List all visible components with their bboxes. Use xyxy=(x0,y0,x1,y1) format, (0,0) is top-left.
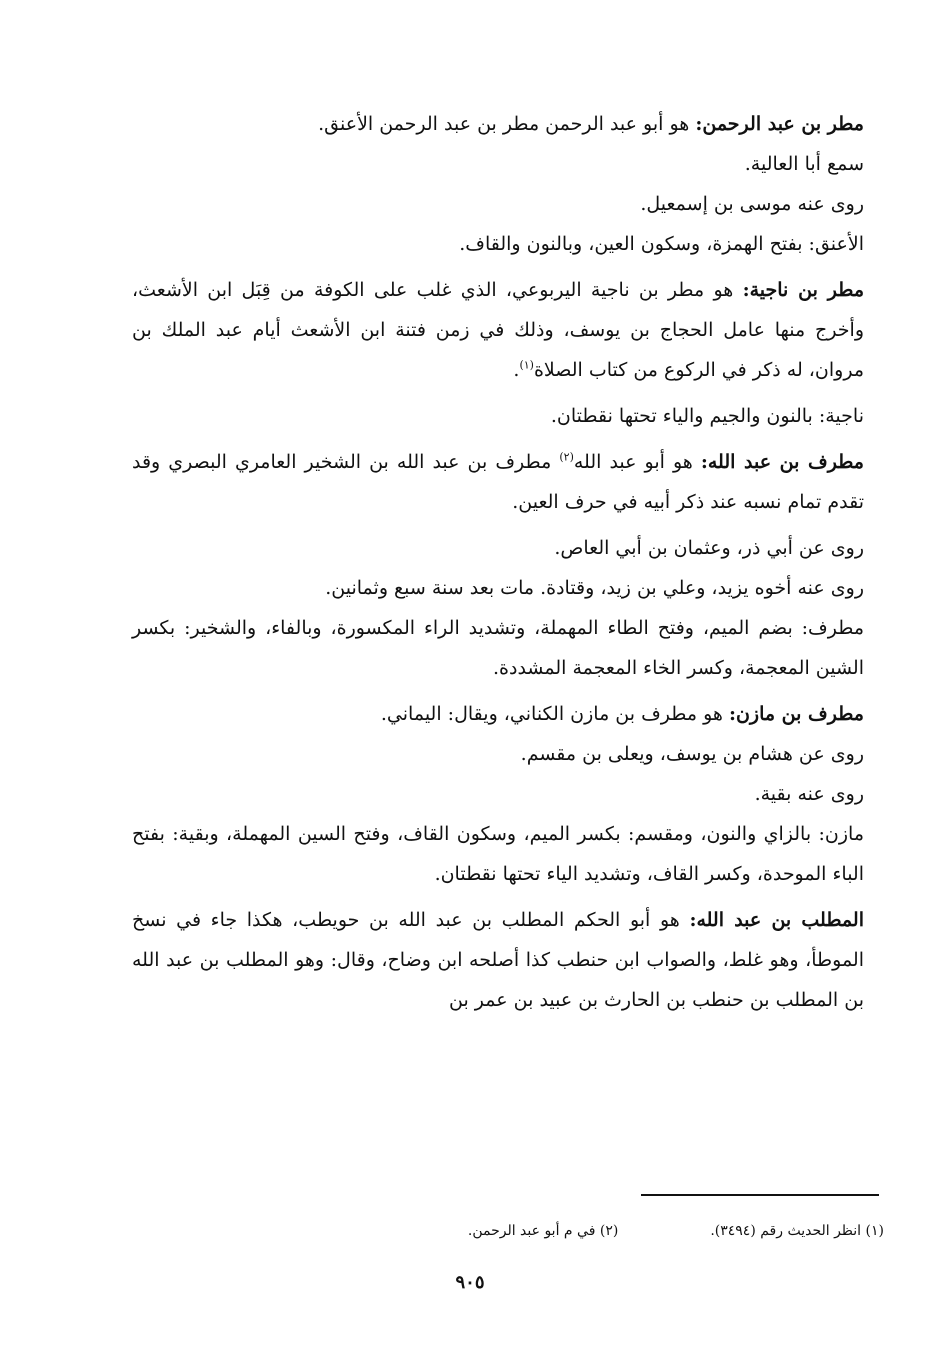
entry-detail: مازن: بالزاي والنون، ومقسم: بكسر الميم، وسكون القاف، وفتح السين المهملة، وبقية: بفتح الباء الموحدة، وكسر القاف، وتشديد الياء تحتها نقطتان. xyxy=(132,823,864,885)
entry-detail: سمع أبا العالية. xyxy=(744,153,864,175)
entry-text: هو أبو عبد الله xyxy=(573,451,693,473)
entry-heading: مطرف بن مازن: xyxy=(728,703,864,725)
entry-text: هو مطر بن ناجية اليربوعي، الذي غلب على الكوفة من قِبَل ابن الأشعث، وأخرج منها عامل الحجاج بن يوسف، وذلك في زمن فتنة ابن الأشعث أيام عبد الملك بن مروان، له ذكر في الركوع من كتاب الصلاة xyxy=(132,279,864,381)
entry-heading: مطر بن عبد الرحمن: xyxy=(695,113,864,135)
entry-mutarrif-ibn-mazin xyxy=(132,694,884,734)
entry-text: مطرف بن عبد الله بن الشخير العامري البصري وقد تقدم تمام نسبه عند ذكر أبيه في حرف العين. xyxy=(132,451,864,513)
footnotes xyxy=(300,1220,884,1242)
entry-heading: مطر بن ناجية: xyxy=(742,279,865,301)
entry-detail: الأعنق: بفتح الهمزة، وسكون العين، وبالنون والقاف. xyxy=(459,233,864,255)
entry-detail: مطرف: بضم الميم، وفتح الطاء المهملة، وتشديد الراء المكسورة، وبالفاء، والشخير: بكسر الشين المعجمة، وكسر الخاء المعجمة المشددة. xyxy=(132,617,864,679)
main-text xyxy=(132,104,884,1020)
entry-text: هو أبو عبد الرحمن مطر بن عبد الرحمن الأعنق. xyxy=(318,113,690,135)
entry-heading: المطلب بن عبد الله: xyxy=(689,909,864,931)
entry-detail: روى عن هشام بن يوسف، ويعلى بن مقسم. xyxy=(520,743,864,765)
entry-detail: روى عنه بقية. xyxy=(754,783,864,805)
entry-detail: ناجية: بالنون والجيم والياء تحتها نقطتان. xyxy=(550,405,864,427)
entry-detail: روى عنه موسى بن إسمعيل. xyxy=(640,193,864,215)
footnote-2: (٢) في م أبو عبد الرحمن. xyxy=(467,1223,619,1239)
footnote-mark: (١) xyxy=(519,358,534,372)
entry-mutarrif-ibn-abd-allah xyxy=(132,442,884,522)
footnote-1: (١) انظر الحديث رقم (٣٤٩٤). xyxy=(710,1223,884,1239)
page-number: ٩٠٥ xyxy=(455,1272,485,1293)
entry-matar-ibn-abd-al-rahman xyxy=(132,104,884,144)
entry-text-tail: . xyxy=(513,359,520,381)
entry-al-muttalib-ibn-abd-allah xyxy=(132,900,884,1020)
footnote-mark: (٢) xyxy=(559,450,574,464)
footnote-divider xyxy=(641,1194,879,1196)
entry-heading: مطرف بن عبد الله: xyxy=(700,451,864,473)
entry-text: هو أبو الحكم المطلب بن عبد الله بن حويطب، هكذا جاء في نسخ الموطأ، وهو غلط، والصواب ابن حنطب كذا أصلحه ابن وضاح، وقال: وهو المطلب بن عبد الله بن المطلب بن حنطب بن الحارث بن عبيد بن عمر بن xyxy=(132,909,864,1011)
entry-matar-ibn-najiya xyxy=(132,270,884,390)
entry-detail: روى عنه أخوه يزيد، وعلي بن زيد، وقتادة. مات بعد سنة سبع وثمانين. xyxy=(325,577,864,599)
entry-detail: روى عن أبي ذر، وعثمان بن أبي العاص. xyxy=(554,537,864,559)
entry-text: هو مطرف بن مازن الكناني، ويقال: اليماني. xyxy=(380,703,723,725)
